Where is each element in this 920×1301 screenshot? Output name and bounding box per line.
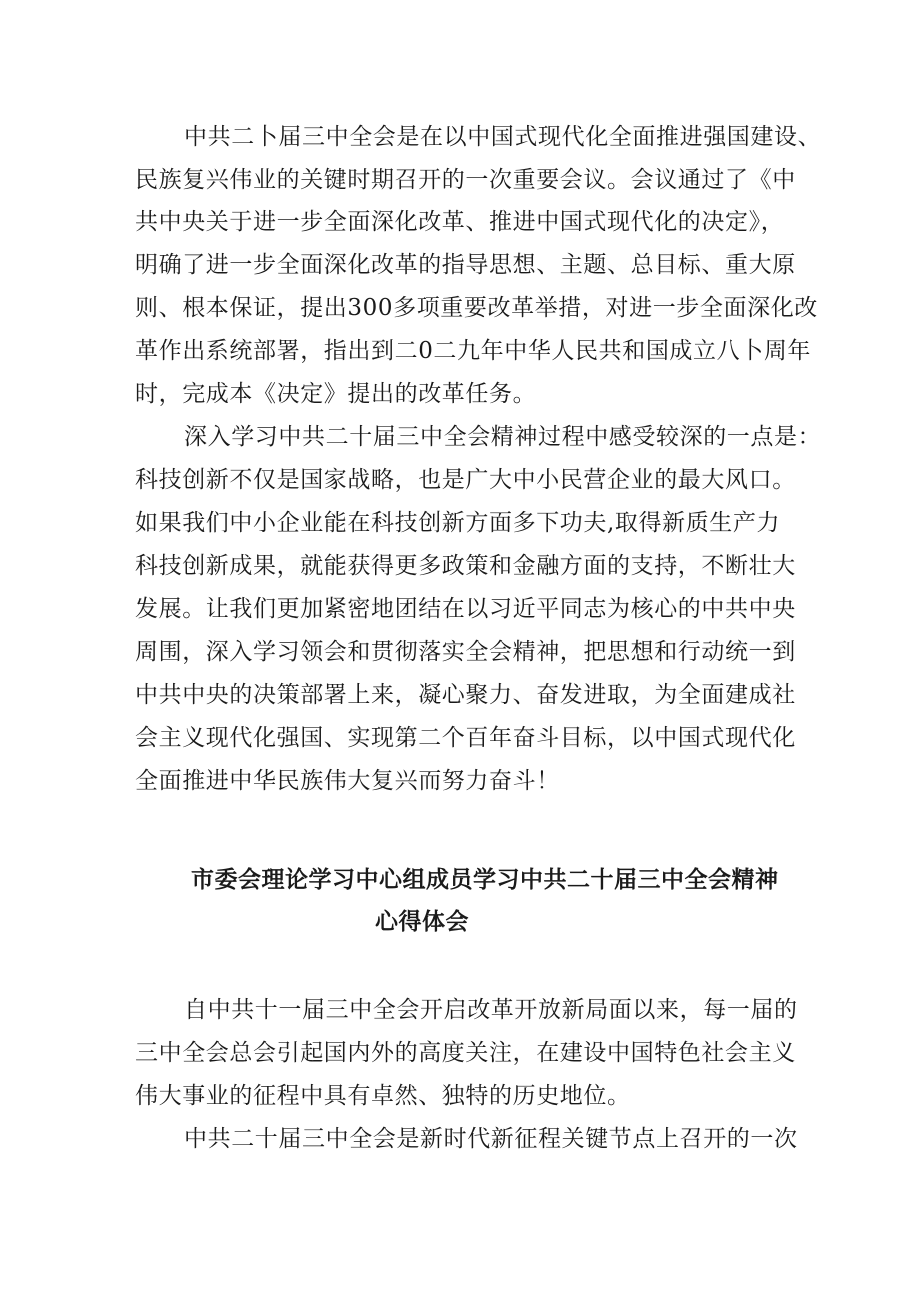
paragraph-line: 时，完成本《决定》提出的改革任务。 [135,381,537,407]
paragraph-line: 伟大事业的征程中具有卓然、独特的历史地位。 [135,1083,631,1109]
heading-line-1: 市委会理论学习中心组成员学习中共二十届三中全会精神 [191,867,779,893]
paragraph-line: 明确了进一步全面深化改革的指导思想、主题、总目标、重大原 [135,252,796,278]
heading-line-2: 心得体会 [375,909,469,935]
paragraph-line: 三中全会总会引起国内外的高度关注，在建设中国特色社会主义 [135,1040,796,1066]
paragraph-line: 则、根本保证，提出300多项重要改革举措，对进一步全面深化改 [135,295,818,321]
paragraph-line: 科技创新成果，就能获得更多政策和金融方面的支持，不断壮大 [135,553,796,579]
paragraph-line: 科技创新不仅是国家战略，也是广大中小民营企业的最大风口。 [135,467,796,493]
paragraph-line: 周围，深入学习领会和贯彻落实全会精神，把思想和行动统一到 [135,639,796,665]
paragraph-line: 会主义现代化强国、实现第二个百年奋斗目标，以中国式现代化 [135,725,796,751]
paragraph-line: 中共二十届三中全会是新时代新征程关键节点上召开的一次 [184,1126,798,1152]
paragraph-line: 自中共十一届三中全会开启改革开放新局面以来，每一届的 [184,997,798,1023]
paragraph-line: 深入学习中共二十届三中全会精神过程中感受较深的一点是： [184,424,822,450]
paragraph-line: 共中央关于进一步全面深化改革、推进中国式现代化的决定》， [135,209,785,235]
paragraph-line: 发展。让我们更加紧密地团结在以习近平同志为核心的中共中央 [135,596,796,622]
paragraph-line: 中共二卜届三中全会是在以中国式现代化全面推进强国建设、 [184,124,822,150]
paragraph-line: 如果我们中小企业能在科技创新方面多下功夫,取得新质生产力 [135,510,781,536]
paragraph-line: 革作出系统部署，指出到二0二九年中华人民共和国成立八卜周年 [135,338,812,364]
paragraph-line: 全面推进中华民族伟大复兴而努力奋斗！ [135,768,560,794]
paragraph-line: 中共中央的决策部署上来，凝心聚力、奋发进取，为全面建成社 [135,682,796,708]
paragraph-line: 民族复兴伟业的关键时期召开的一次重要会议。会议通过了《中 [135,167,796,193]
